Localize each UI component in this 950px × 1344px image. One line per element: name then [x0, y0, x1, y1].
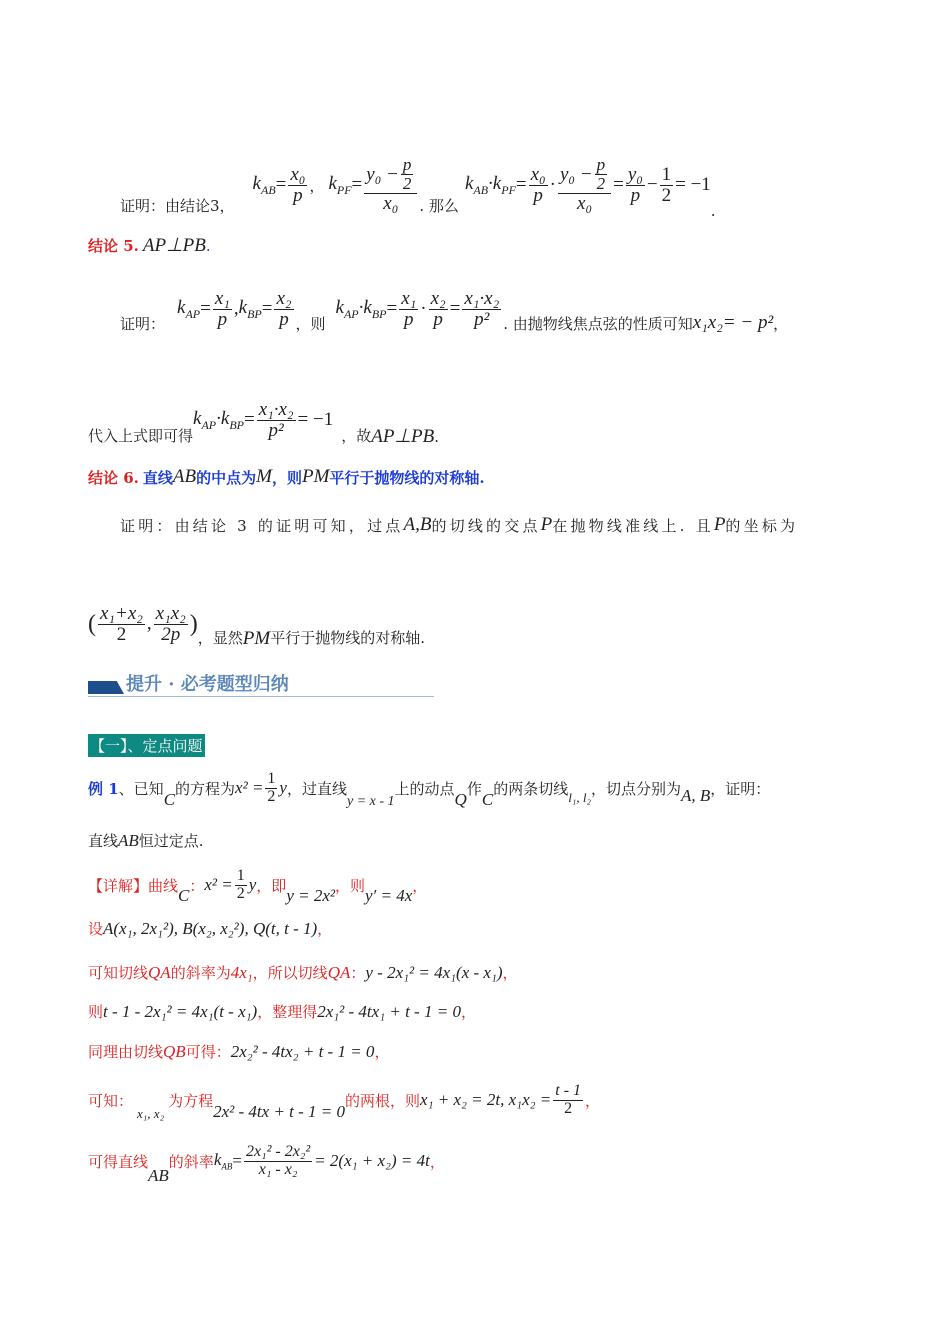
text: 恒过定点. — [138, 832, 204, 850]
math: AB — [148, 1166, 169, 1185]
den: 2 — [661, 184, 672, 206]
fraction — [529, 165, 548, 206]
math: y — [248, 875, 257, 894]
k: k — [363, 296, 372, 318]
text: 平行于抛物线的对称轴. — [329, 468, 485, 487]
fraction — [265, 771, 277, 806]
solution-row-7 — [88, 1136, 445, 1186]
result: = −1 — [675, 174, 711, 195]
den: 2 — [596, 174, 606, 194]
k-product — [193, 408, 244, 433]
fraction — [660, 165, 674, 206]
text: 的两条切线 — [493, 779, 569, 798]
den: 2 — [116, 623, 127, 645]
text: ，即 — [256, 876, 287, 895]
fraction — [364, 156, 417, 214]
text: 可得直线 — [88, 1152, 149, 1171]
fraction — [429, 289, 448, 330]
math: Q — [454, 790, 467, 809]
proof-conclusion-5 — [120, 280, 788, 338]
section-title: 提升 · 必考题型归纳 — [126, 674, 289, 695]
math: x₁, x₂ — [137, 1106, 165, 1121]
example-1 — [88, 766, 770, 810]
k: k — [238, 296, 248, 318]
den: 2 — [402, 174, 412, 194]
math: M — [256, 466, 272, 487]
den: p — [279, 308, 289, 330]
k: k — [335, 296, 344, 318]
den: x₀ — [577, 192, 593, 214]
sub: PF — [501, 182, 516, 197]
math: = 2(x₁ + x₂) = 4t — [314, 1151, 430, 1170]
proof-conclusion-4 — [120, 150, 716, 220]
den: p — [433, 308, 443, 330]
text: . 那么 — [419, 197, 459, 215]
text: ，则 — [334, 876, 365, 895]
text: 的坐标为 — [725, 516, 799, 535]
den: p — [293, 184, 303, 206]
minus: − — [646, 174, 658, 195]
solution-row-4 — [88, 1001, 476, 1022]
comma: ， — [585, 1091, 601, 1110]
text: 【详解】曲线 — [88, 876, 179, 895]
math: AP⊥PB — [142, 235, 206, 256]
num: p — [402, 155, 412, 175]
den: p — [630, 184, 641, 206]
conclusion-5 — [88, 234, 211, 257]
text: ，故 — [341, 427, 372, 445]
k: k — [177, 296, 186, 318]
num: x₁ — [401, 287, 417, 309]
fraction — [399, 289, 418, 330]
text: 的方程为 — [175, 779, 236, 798]
math: y — [279, 778, 287, 797]
math: P — [713, 514, 726, 535]
text: 同理由切线 — [88, 1043, 164, 1061]
section-header — [88, 672, 434, 697]
substitution-line — [88, 392, 439, 448]
math: P — [540, 514, 553, 535]
math: y = x - 1 — [346, 794, 395, 809]
fraction — [553, 1083, 583, 1118]
num: x₁·x₂ — [464, 287, 500, 309]
fraction — [213, 289, 232, 330]
math: PM — [301, 466, 330, 487]
solution-row-3 — [88, 962, 518, 983]
sub: PF — [336, 182, 352, 197]
num: y₀ — [627, 163, 643, 185]
k-bp — [239, 297, 262, 322]
sub: BP — [371, 306, 387, 321]
den: 2 — [236, 884, 245, 902]
text: 则 — [88, 1003, 104, 1021]
num: x₁ — [214, 287, 230, 309]
math: C — [178, 886, 190, 905]
solution-row-1 — [88, 864, 427, 906]
math: 2x₁² - 4tx₁ + t - 1 = 0 — [317, 1001, 461, 1021]
math: C — [481, 790, 494, 809]
den: p — [217, 308, 228, 330]
num: x₁+x₂ — [100, 602, 143, 624]
result: = −1 — [297, 409, 334, 430]
k-pf — [328, 173, 351, 198]
text: 证明： — [120, 315, 166, 333]
comma: ， — [460, 1003, 476, 1021]
math: QA — [327, 962, 351, 982]
math: 2x² - 4tx + t - 1 = 0 — [213, 1102, 346, 1121]
eq: = — [232, 1151, 242, 1170]
comma: ， — [317, 920, 333, 938]
text: 平行于抛物线的对称轴. — [270, 629, 425, 647]
eq: = — [200, 298, 211, 319]
num: y₀ − — [560, 163, 593, 185]
math: y′ = 4x — [365, 886, 413, 905]
num: y₀ − — [366, 163, 399, 185]
eq: = — [515, 174, 527, 195]
conclusion-6 — [88, 466, 485, 488]
text: ： — [350, 964, 366, 982]
num: 1 — [236, 866, 245, 884]
sub: AB — [260, 182, 276, 197]
comma: ， — [412, 876, 428, 895]
comma: ， — [429, 1152, 445, 1171]
fraction — [288, 165, 307, 206]
period: . — [205, 236, 211, 255]
text: ： — [189, 876, 205, 895]
text: ，显然 — [197, 629, 243, 647]
sub: AP — [185, 306, 201, 321]
text: ，则 — [295, 315, 326, 333]
paren: ( — [88, 610, 96, 637]
solution-row-5 — [88, 1041, 389, 1062]
den: 2 — [267, 787, 276, 805]
num: t - 1 — [555, 1081, 582, 1099]
math: AB — [172, 466, 197, 487]
comma: , — [233, 298, 239, 319]
k-ab — [465, 173, 516, 198]
num: p — [596, 155, 606, 175]
eq: = — [351, 174, 363, 195]
num: 2x₁² - 2x₂² — [245, 1142, 311, 1160]
num: x₁·x₂ — [258, 398, 294, 420]
period: . — [710, 202, 716, 220]
comma: ， — [773, 315, 789, 333]
den: p — [533, 184, 543, 206]
math: x² = — [204, 875, 233, 894]
fraction — [154, 604, 188, 645]
text: 、已知 — [118, 779, 164, 798]
text: 的切线的交点 — [431, 516, 541, 535]
text: 的中点为 — [196, 468, 257, 487]
math: 2x₂² - 4tx₂ + t - 1 = 0 — [230, 1041, 375, 1061]
k: k — [193, 407, 202, 429]
math: A, B — [680, 786, 711, 805]
math: y = 2x² — [286, 886, 335, 905]
solution-row-6 — [88, 1078, 600, 1122]
header-bar-decoration — [88, 681, 124, 694]
num: x₁x₂ — [155, 602, 186, 624]
k: k — [328, 172, 337, 194]
topic-tag: 【一】、定点问题 — [88, 734, 205, 757]
text: ，过直线 — [286, 779, 347, 798]
math: PM — [242, 628, 271, 649]
dot: · — [358, 296, 364, 318]
text: 设 — [88, 920, 104, 938]
sub: AB — [221, 1161, 233, 1172]
k: k — [464, 172, 474, 194]
solution-row-2 — [88, 918, 332, 939]
text: 作 — [466, 779, 482, 798]
fraction — [244, 1144, 312, 1179]
math: x₁ + x₂ = 2t, x₁x₂ = — [420, 1090, 552, 1109]
text: 代入上式即可得 — [88, 427, 194, 445]
comma: ， — [502, 964, 518, 982]
example-1-line-2 — [88, 830, 204, 851]
text: ，切点分别为 — [590, 779, 681, 798]
fraction — [558, 156, 611, 214]
num: 1 — [661, 163, 672, 185]
den: p² — [268, 419, 284, 441]
conclusion-label: 结论 5. — [88, 237, 139, 255]
text: 证明：由结论3， — [120, 197, 235, 215]
fraction — [626, 165, 645, 206]
text: 为方程 — [168, 1091, 214, 1110]
text: ，整理得 — [257, 1003, 318, 1021]
dot: · — [420, 298, 427, 319]
k: k — [252, 172, 261, 194]
conclusion-label: 结论 6. — [88, 468, 139, 487]
text: ，所以切线 — [252, 964, 328, 982]
math: l₁, l₂ — [568, 790, 591, 805]
math: A,B — [403, 514, 432, 535]
num: x₂ — [430, 287, 446, 309]
dot: · — [549, 174, 556, 195]
k: k — [492, 172, 502, 194]
num: x₀ — [530, 163, 546, 185]
fraction — [98, 604, 145, 645]
sub: BP — [229, 417, 244, 432]
k-ap — [177, 297, 200, 322]
text: 可得： — [185, 1043, 231, 1061]
text: 的斜率为 — [170, 964, 231, 982]
text: 上的动点 — [394, 779, 455, 798]
dot: · — [216, 407, 221, 429]
text: ，证明： — [710, 779, 771, 798]
math: A(x₁, 2x₁²), B(x₂, x₂²), Q(t, t - 1) — [103, 918, 318, 938]
den: 2p — [161, 623, 181, 645]
sub: AB — [473, 182, 489, 197]
fraction — [235, 868, 247, 903]
den: x₀ — [383, 192, 399, 214]
eq: = — [449, 298, 461, 319]
fraction — [462, 289, 501, 330]
sub: AP — [343, 306, 359, 321]
math: t - 1 - 2x₁² = 4x₁(t - x₁) — [103, 1001, 258, 1021]
text: 可知： — [88, 1091, 134, 1110]
text: 直线 — [142, 468, 173, 487]
k: k — [213, 1150, 222, 1170]
math: AB — [118, 830, 139, 850]
eq: = — [275, 174, 287, 195]
text: ，则 — [271, 468, 302, 487]
math: x₁x₂= − p² — [692, 312, 774, 333]
den: p² — [474, 308, 490, 330]
dot: · — [488, 172, 493, 194]
text: 证明：由结论 3 的证明可知，过点 — [120, 516, 404, 535]
math: AP⊥PB — [371, 426, 435, 447]
p-coordinates — [88, 598, 425, 650]
proof-conclusion-6 — [120, 514, 798, 536]
text: 在抛物线准线上. 且 — [552, 516, 714, 535]
sub: BP — [247, 306, 262, 321]
comma: , — [146, 613, 152, 634]
text: 的斜率 — [168, 1152, 214, 1171]
math: C — [163, 790, 176, 809]
num: 1 — [267, 769, 276, 787]
comma: ， — [309, 176, 325, 195]
eq: = — [613, 174, 624, 195]
eq: = — [386, 298, 398, 319]
k-product — [336, 297, 387, 322]
eq: = — [243, 409, 255, 430]
example-label: 例 1 — [88, 779, 119, 798]
text: 直线 — [88, 832, 119, 850]
text: . 由抛物线焦点弦的性质可知 — [503, 315, 693, 333]
den: 2 — [564, 1099, 573, 1117]
fraction — [274, 289, 293, 330]
num: x₂ — [276, 287, 292, 309]
comma: ， — [374, 1043, 390, 1061]
text: 的两根，则 — [345, 1091, 421, 1110]
k-ab — [253, 173, 276, 198]
math: QB — [163, 1041, 186, 1061]
den: p — [403, 308, 414, 330]
math: 4x₁ — [230, 962, 253, 982]
eq: = — [261, 298, 273, 319]
den: x₁ - x₂ — [258, 1160, 298, 1178]
num: x₀ — [290, 163, 306, 185]
paren: ) — [189, 610, 198, 637]
text: 可知切线 — [88, 964, 149, 982]
k: k — [220, 407, 230, 429]
math: x² = — [235, 778, 264, 797]
math: QA — [148, 962, 171, 982]
fraction — [257, 400, 296, 441]
period: . — [434, 428, 439, 446]
sub: AP — [201, 417, 217, 432]
math: y - 2x₁² = 4x₁(x - x₁) — [365, 962, 503, 982]
k-ab — [214, 1150, 233, 1171]
